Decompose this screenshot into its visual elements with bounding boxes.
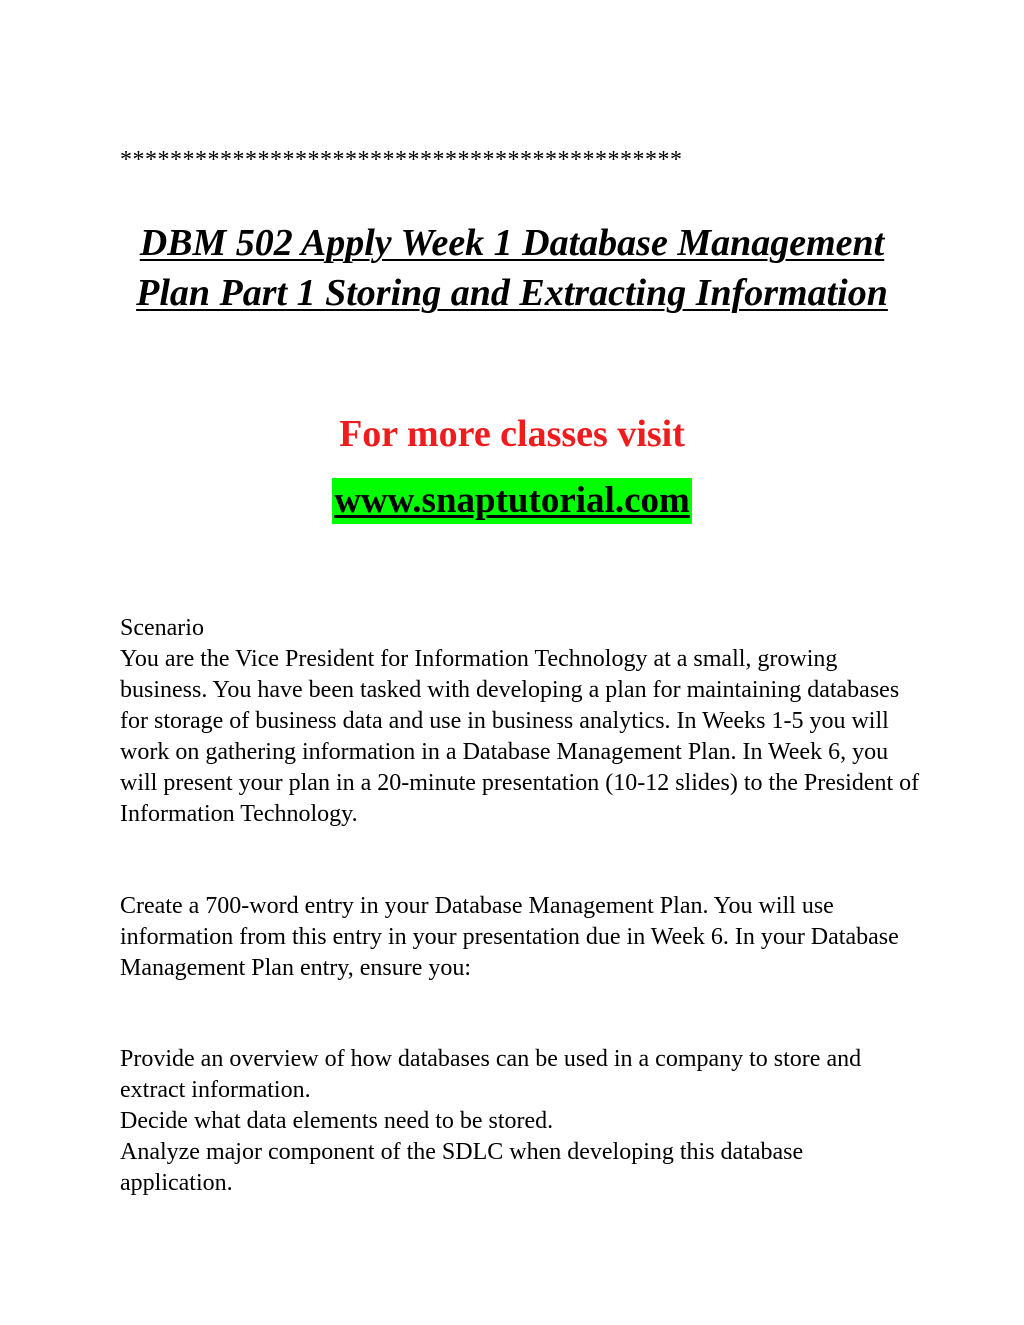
website-link[interactable]: www.snaptutorial.com: [332, 478, 692, 524]
promo-text: For more classes visit: [339, 413, 685, 455]
task-list: [120, 1044, 920, 1199]
list-item: Analyze major component of the SDLC when developing this database application.: [120, 1139, 804, 1196]
instructions-section: [120, 891, 920, 984]
scenario-paragraph: You are the Vice President for Information Technology at a small, growing business. You have been tasked with developing a plan for maintaining databases for storage of business data and use in business analytics. In Weeks 1-5 you will work on gathering information in a Database Management Plan. In Week 6, you will present your plan in a 20-minute presentation (10-12 slides) to the President of Information Technology.: [120, 646, 920, 827]
list-item: Provide an overview of how databases can be used in a company to store and extract information.: [120, 1046, 862, 1103]
list-item: Decide what data elements need to be stored.: [120, 1108, 554, 1134]
title-line-2: Plan Part 1 Storing and Extracting Information: [136, 272, 888, 314]
promo-link-container: [0, 478, 1024, 524]
instructions-paragraph: Create a 700-word entry in your Database Management Plan. You will use information from this entry in your presentation due in Week 6. In your Database Management Plan entry, ensure you:: [120, 893, 899, 981]
title-line-1: DBM 502 Apply Week 1 Database Management: [139, 222, 885, 264]
scenario-heading: Scenario: [120, 615, 204, 641]
document-title: [0, 218, 1024, 318]
scenario-section: [120, 613, 920, 830]
separator-stars: *********************************************: [120, 147, 683, 173]
